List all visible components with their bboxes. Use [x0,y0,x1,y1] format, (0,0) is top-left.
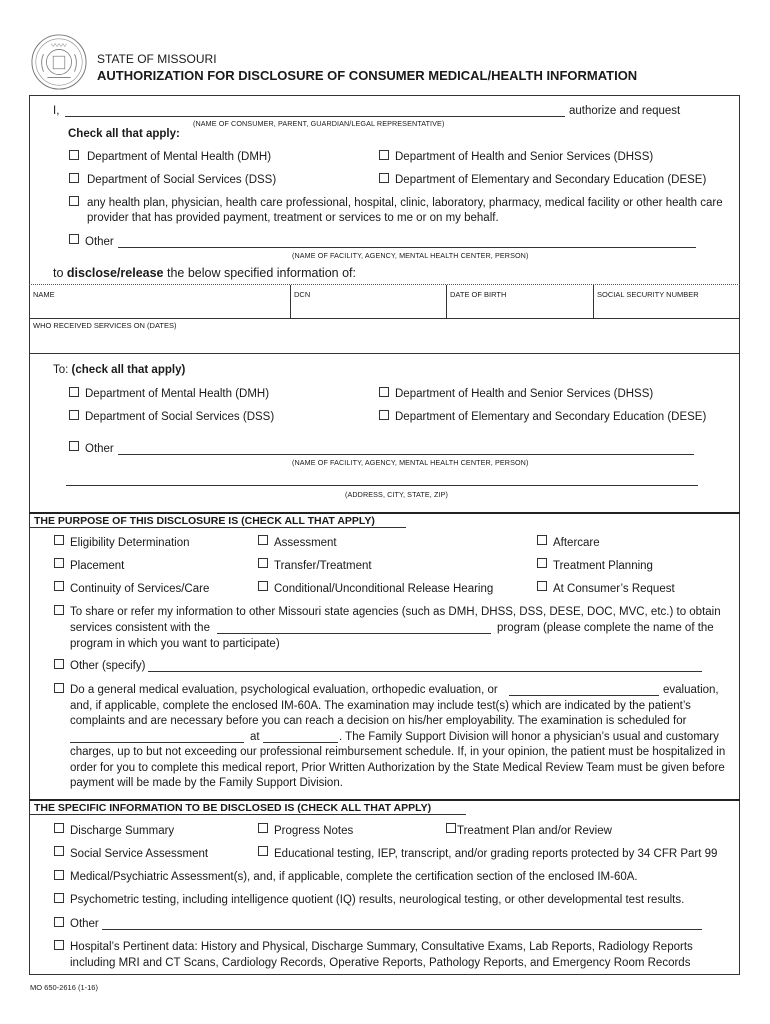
from-provider-line1: any health plan, physician, health care professional, hospital, clinic, laboratory, pharmacy, medical facility or other health care [87,197,723,209]
to-other-checkbox[interactable] [69,441,79,451]
hospital-data-checkbox[interactable] [54,940,64,950]
eligibility-checkbox[interactable] [54,535,64,545]
share-program-field[interactable] [217,622,491,634]
evaluation-type-field[interactable] [509,684,659,696]
specific-bar [29,799,740,801]
purpose-heading: THE PURPOSE OF THIS DISCLOSURE IS (CHECK ALL THAT APPLY) [34,515,375,527]
grid-mid-rule [29,318,740,319]
purpose-underline [29,527,406,528]
treatment-planning-checkbox[interactable] [537,558,547,568]
consumer-prefix: I, [53,105,60,117]
consumer-caption: (NAME OF CONSUMER, PARENT, GUARDIAN/LEGAL REPRESENTATIVE) [193,119,445,128]
from-dese-checkbox[interactable] [379,173,389,183]
placement-checkbox[interactable] [54,558,64,568]
name-label: NAME [33,290,55,299]
to-dhss-label: Department of Health and Senior Services (DHSS) [395,388,654,400]
from-other-field[interactable] [118,236,696,248]
treatment-planning-label: Treatment Planning [553,560,653,572]
specific-other-field[interactable] [102,918,702,930]
from-provider-line2: provider that has provided payment, treatment or services to me or on my behalf. [87,212,499,224]
eval-line7: payment will be made by the Family Support Division. [70,777,343,789]
consumer-suffix: authorize and request [569,105,681,117]
from-other-checkbox[interactable] [69,234,79,244]
treatment-plan-label: Treatment Plan and/or Review [457,825,612,837]
from-heading: Check all that apply: [68,128,180,140]
eval-line1-start: Do a general medical evaluation, psychological evaluation, orthopedic evaluation, or [70,684,498,696]
from-other-label: Other [85,236,114,248]
specific-underline [29,814,466,815]
from-dss-label: Department of Social Services (DSS) [87,174,277,186]
assessment-label: Assessment [274,537,337,549]
specific-other-label: Other [70,918,99,930]
form-number: MO 650-2616 (1-16) [30,983,98,992]
grid-divider [446,285,447,318]
psychometric-label: Psychometric testing, including intelligence quotient (IQ) results, neurological testing, or other developmental test results. [70,894,685,906]
service-dates-label: WHO RECEIVED SERVICES ON (DATES) [33,321,177,330]
eval-line5: charges, up to but not exceeding our professional reimbursement schedule. If, in your opinion, the patient must be hospitalized in [70,746,726,758]
purpose-bar [29,512,740,514]
to-other-caption: (NAME OF FACILITY, AGENCY, MENTAL HEALTH CENTER, PERSON) [292,458,529,467]
grid-top-rule [29,284,740,285]
purpose-other-field[interactable] [148,660,702,672]
evaluation-checkbox[interactable] [54,683,64,693]
form-title: AUTHORIZATION FOR DISCLOSURE OF CONSUMER MEDICAL/HEALTH INFORMATION [97,68,638,83]
specific-heading: THE SPECIFIC INFORMATION TO BE DISCLOSED IS (CHECK ALL THAT APPLY) [34,802,432,814]
share-line2-start: services consistent with the [70,622,210,634]
conditional-release-label: Conditional/Unconditional Release Hearing [274,583,494,595]
to-dhss-checkbox[interactable] [379,387,389,397]
form-frame [29,95,740,975]
medical-assessment-label: Medical/Psychiatric Assessment(s), and, if applicable, complete the certification section of the enclosed IM-60A. [70,871,638,883]
progress-notes-checkbox[interactable] [258,823,268,833]
from-dmh-checkbox[interactable] [69,150,79,160]
hospital-line2: including MRI and CT Scans, Cardiology Records, Operative Reports, Pathology Reports, and Emergency Room Records [70,957,691,969]
eval-line4-end: . The Family Support Division will honor a physician’s usual and customary [339,731,719,743]
to-dss-label: Department of Social Services (DSS) [85,411,275,423]
share-line2-end: program (please complete the name of the [497,622,714,634]
from-provider-checkbox[interactable] [69,196,79,206]
dob-label: DATE OF BIRTH [450,290,507,299]
aftercare-checkbox[interactable] [537,535,547,545]
transfer-checkbox[interactable] [258,558,268,568]
progress-notes-label: Progress Notes [274,825,354,837]
specific-other-checkbox[interactable] [54,917,64,927]
grid-divider [290,285,291,318]
continuity-checkbox[interactable] [54,581,64,591]
to-address-caption: (ADDRESS, CITY, STATE, ZIP) [345,490,448,499]
to-heading: To: (check all that apply) [53,364,186,376]
state-name: STATE OF MISSOURI [97,52,217,66]
from-dhss-label: Department of Health and Senior Services (DHSS) [395,151,654,163]
social-service-checkbox[interactable] [54,846,64,856]
placement-label: Placement [70,560,125,572]
missouri-state-seal [30,33,88,91]
to-other-field[interactable] [118,443,694,455]
consumer-name-field[interactable] [65,105,565,117]
medical-assessment-checkbox[interactable] [54,870,64,880]
consumer-request-checkbox[interactable] [537,581,547,591]
purpose-other-label: Other (specify) [70,660,146,672]
consumer-request-label: At Consumer’s Request [553,583,675,595]
from-dhss-checkbox[interactable] [379,150,389,160]
grid-divider [593,285,594,318]
educational-label: Educational testing, IEP, transcript, and/or grading reports protected by 34 CFR Part 99 [274,848,718,860]
from-dss-checkbox[interactable] [69,173,79,183]
share-checkbox[interactable] [54,605,64,615]
continuity-label: Continuity of Services/Care [70,583,210,595]
to-dese-checkbox[interactable] [379,410,389,420]
from-dese-label: Department of Elementary and Secondary Education (DESE) [395,174,707,186]
hospital-line1: Hospital’s Pertinent data: History and Physical, Discharge Summary, Consultative Exams, Lab Reports, Radiology Reports [70,941,693,953]
to-dmh-label: Department of Mental Health (DMH) [85,388,270,400]
from-dmh-label: Department of Mental Health (DMH) [87,151,272,163]
transfer-label: Transfer/Treatment [274,560,372,572]
eligibility-label: Eligibility Determination [70,537,190,549]
discharge-label: Discharge Summary [70,825,175,837]
eval-line6: order for you to complete this medical report, Prior Written Authorization by the State Medical Review Team must be given before [70,762,725,774]
purpose-other-checkbox[interactable] [54,659,64,669]
eval-line3: complaints and are necessary before you can reach a decision on his/her employability. The examination is scheduled for [70,715,687,727]
psychometric-checkbox[interactable] [54,893,64,903]
share-line1: To share or refer my information to other Missouri state agencies (such as DMH, DHSS, DSS, DESE, DOC, MVC, etc.) to obtain [70,606,721,618]
to-other-label: Other [85,443,114,455]
to-dmh-checkbox[interactable] [69,387,79,397]
eval-line1-end: evaluation, [663,684,719,696]
eval-line2: and, if applicable, complete the enclosed IM-60A. The examination may include test(s) which are indicated by the patient’s [70,700,691,712]
conditional-release-checkbox[interactable] [258,581,268,591]
from-other-caption: (NAME OF FACILITY, AGENCY, MENTAL HEALTH CENTER, PERSON) [292,251,529,260]
ssn-label: SOCIAL SECURITY NUMBER [597,290,699,299]
eval-at: at [250,731,260,743]
to-dss-checkbox[interactable] [69,410,79,420]
to-address-field[interactable] [66,474,698,486]
discharge-checkbox[interactable] [54,823,64,833]
to-dese-label: Department of Elementary and Secondary Education (DESE) [395,411,707,423]
treatment-plan-checkbox[interactable] [446,823,456,833]
social-service-label: Social Service Assessment [70,848,209,860]
aftercare-label: Aftercare [553,537,600,549]
share-line3: program in which you want to participate) [70,638,280,650]
exam-date-field[interactable] [70,731,244,743]
educational-checkbox[interactable] [258,846,268,856]
assessment-checkbox[interactable] [258,535,268,545]
grid-bottom-rule [29,353,740,354]
dcn-label: DCN [294,290,311,299]
exam-time-field[interactable] [263,731,338,743]
disclose-heading: to disclose/release the below specified information of: [53,266,356,280]
